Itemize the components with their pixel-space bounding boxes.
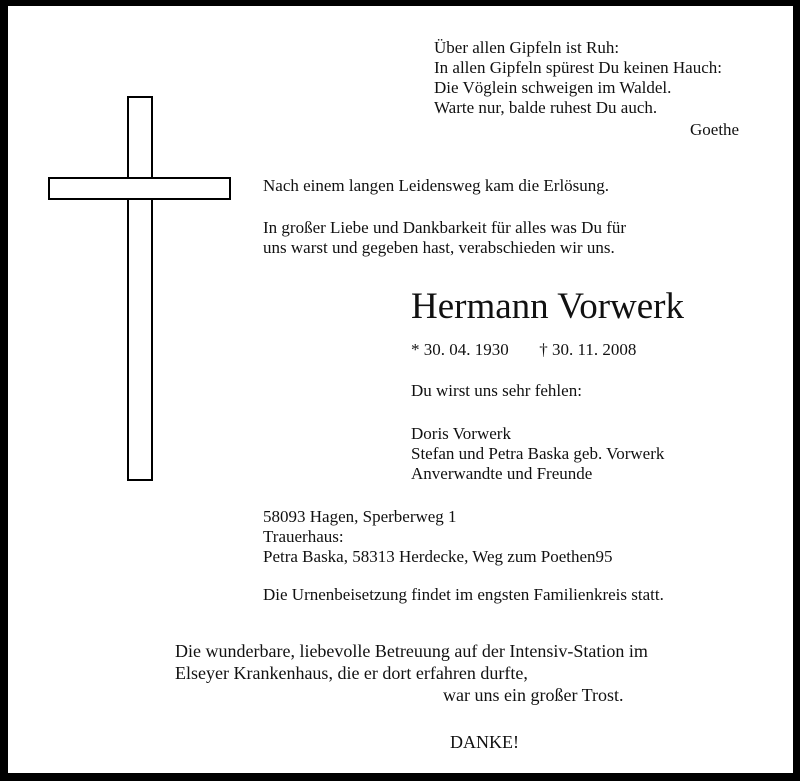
cross-center [129, 179, 151, 198]
closing-thanks: DANKE! [450, 732, 519, 752]
poem [434, 38, 722, 118]
address [263, 507, 613, 567]
life-dates [411, 340, 636, 360]
birth-date: * 30. 04. 1930 [411, 340, 509, 359]
mourners-heading: Du wirst uns sehr fehlen: [411, 381, 582, 400]
poem-line: Über allen Gipfeln ist Ruh: [434, 38, 620, 57]
intro-line: uns warst und gegeben hast, verabschieden wir uns. [263, 238, 615, 257]
poem-author: Goethe [690, 120, 740, 139]
address-line: 58093 Hagen, Sperberweg 1 [263, 507, 457, 526]
mourners-list [411, 424, 664, 484]
address-line: Petra Baska, 58313 Herdecke, Weg zum Poethen95 [263, 547, 613, 566]
intro-line: Nach einem langen Leidensweg kam die Erlösung. [263, 176, 610, 195]
address-line: Trauerhaus: [263, 527, 344, 546]
thanks-line: Elseyer Krankenhaus, die er dort erfahren durfte, [175, 663, 528, 683]
poem-line: Warte nur, balde ruhest Du auch. [434, 98, 658, 117]
thanks-line: war uns ein großer Trost. [443, 685, 624, 705]
burial-notice: Die Urnenbeisetzung findet im engsten Familienkreis statt. [263, 585, 664, 604]
death-date: † 30. 11. 2008 [539, 340, 637, 359]
mourner-name: Anverwandte und Freunde [411, 464, 593, 483]
mourner-name: Doris Vorwerk [411, 424, 511, 443]
cross-vertical-beam [127, 96, 153, 481]
mourner-name: Stefan und Petra Baska geb. Vorwerk [411, 444, 665, 463]
thanks-line: Die wunderbare, liebevolle Betreuung auf der Intensiv-Station im [175, 641, 648, 661]
deceased-name: Hermann Vorwerk [411, 286, 684, 327]
thanks-paragraph [175, 640, 648, 684]
poem-line: In allen Gipfeln spürest Du keinen Hauch: [434, 58, 722, 77]
intro-paragraph [263, 218, 626, 258]
intro-line: In großer Liebe und Dankbarkeit für alles was Du für [263, 218, 627, 237]
poem-line: Die Vöglein schweigen im Waldel. [434, 78, 672, 97]
